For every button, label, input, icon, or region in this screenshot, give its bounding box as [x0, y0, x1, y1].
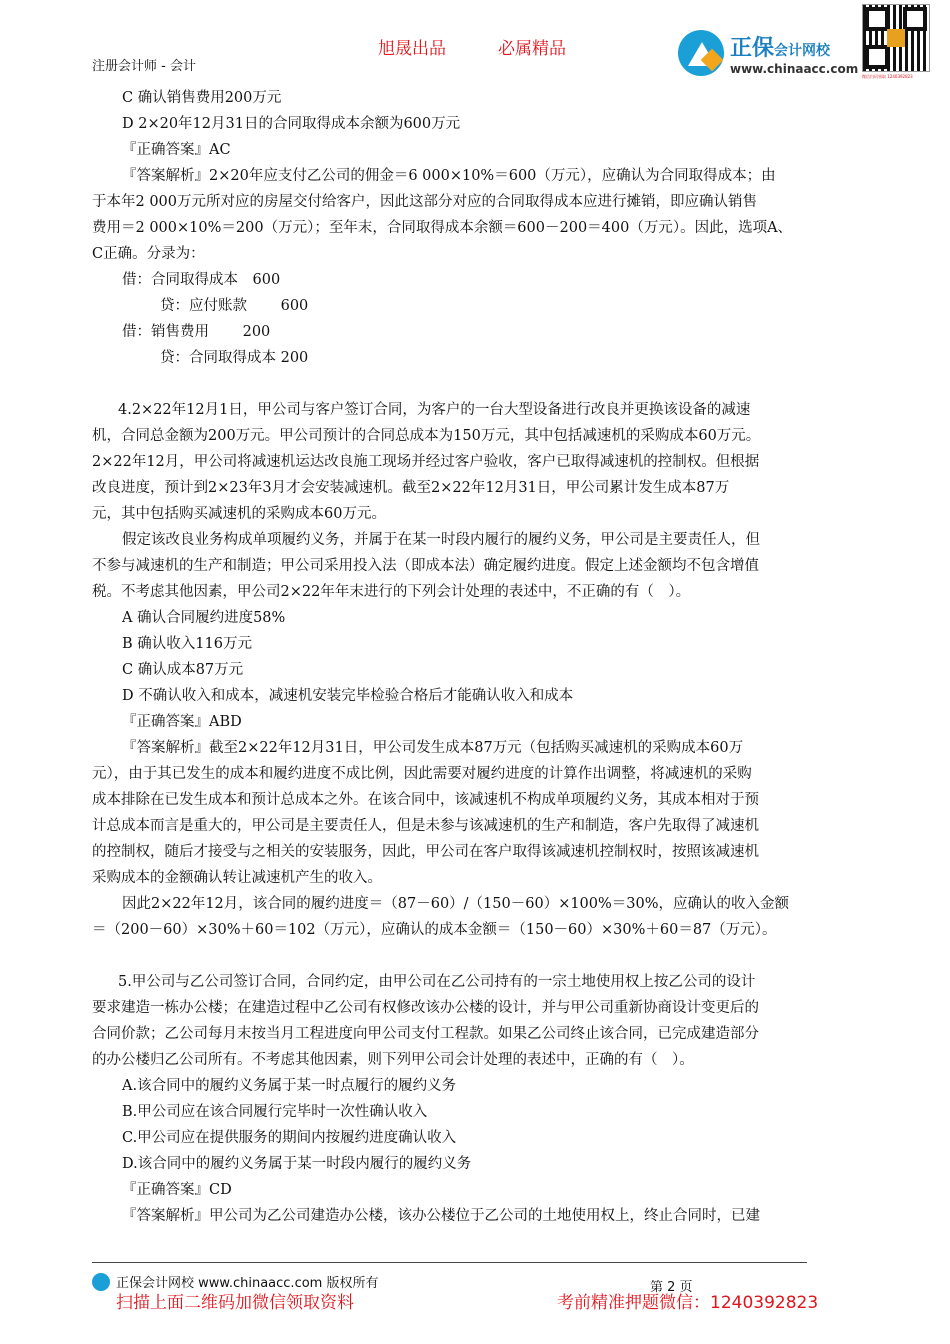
text-line: 的控制权，随后才接受与之相关的安装服务，因此，甲公司在客户取得该减速机控制权时，按照该减速机: [92, 844, 759, 860]
text-line: A.该合同中的履约义务属于某一时点履行的履约义务: [122, 1078, 457, 1094]
text-line: 贷：合同取得成本 200: [160, 350, 309, 366]
qr-caption: 微信扫码领取 1240392823: [862, 74, 913, 79]
text-line: 『正确答案』AC: [122, 142, 231, 158]
text-line: 『答案解析』截至2×22年12月31日，甲公司发生成本87万元（包括购买减速机的采购成本60万: [122, 740, 744, 756]
promo-left: 扫描上面二维码加微信领取资料: [116, 1293, 354, 1313]
chinaacc-logo: [678, 30, 858, 76]
text-line: 计总成本而言是重大的，甲公司是主要责任人，但是未参与该减速机的生产和制造，客户先取得了减速机: [92, 818, 759, 834]
text-line: 借：销售费用 200: [122, 324, 271, 340]
text-line: 『答案解析』2×20年应支付乙公司的佣金＝6 000×10%＝600（万元），应确认为合同取得成本；由: [122, 168, 776, 184]
text-line: 合同价款；乙公司每月末按当月工程进度向甲公司支付工程款。如果乙公司终止该合同，已完成建造部分: [92, 1026, 759, 1042]
logo-sub-text: 会计网校: [774, 42, 831, 59]
qr-code-image: [862, 4, 930, 72]
logo-icon: [678, 30, 724, 76]
text-line: C 确认销售费用200万元: [122, 90, 282, 106]
text-line: 2×22年12月，甲公司将减速机运达改良施工现场并经过客户验收，客户已取得减速机的控制权。但根据: [92, 454, 760, 470]
page-number: 第 2 页: [650, 1280, 693, 1295]
text-line: 采购成本的金额确认转让减速机产生的收入。: [92, 870, 382, 886]
text-line: C.甲公司应在提供服务的期间内按履约进度确认收入: [122, 1130, 457, 1146]
logo-main-text: 正保: [730, 35, 775, 61]
logo-url: www.chinaacc.com: [730, 61, 859, 76]
text-line: 费用＝2 000×10%＝200（万元）；至年末，合同取得成本余额＝600－200＝400（万元）。因此，选项A、: [92, 220, 793, 236]
text-line: 成本排除在已发生成本和预计总成本之外。在该合同中，该减速机不构成单项履约义务，其成本相对于预: [92, 792, 759, 808]
text-line: ＝（200－60）×30%＋60＝102（万元），应确认的成本金额＝（150－60）×30%＋60＝87（万元）。: [92, 922, 777, 938]
text-line: 于本年2 000万元所对应的房屋交付给客户，因此这部分对应的合同取得成本应进行摊销，即应确认销售: [92, 194, 758, 210]
text-line: 要求建造一栋办公楼；在建造过程中乙公司有权修改该办公楼的设计，并与甲公司重新协商设计变更后的: [92, 1000, 759, 1016]
text-line: 不参与减速机的生产和制造；甲公司采用投入法（即成本法）确定履约进度。假定上述金额均不包含增值: [92, 558, 759, 574]
text-line: D 2×20年12月31日的合同取得成本余额为600万元: [122, 116, 461, 132]
footer-divider: [92, 1262, 807, 1263]
text-line: C 确认成本87万元: [122, 662, 244, 678]
text-line: 『正确答案』ABD: [122, 714, 242, 730]
text-line: B 确认收入116万元: [122, 636, 252, 652]
text-line: 元），由于其已发生的成本和履约进度不成比例，因此需要对履约进度的计算作出调整，将减速机的采购: [92, 766, 752, 782]
text-line: 改良进度，预计到2×23年3月才会安装减速机。截至2×22年12月31日，甲公司累计发生成本87万: [92, 480, 730, 496]
text-line: 税。不考虑其他因素，甲公司2×22年年末进行的下列会计处理的表述中，不正确的有（ ）。: [92, 584, 691, 600]
header-slogan-1: 旭晟出品: [378, 39, 446, 59]
text-line: 的办公楼归乙公司所有。不考虑其他因素，则下列甲公司会计处理的表述中，正确的有（ ）。: [92, 1052, 694, 1068]
text-line: 借：合同取得成本 600: [122, 272, 281, 288]
text-line: 5.甲公司与乙公司签订合同，合同约定，由甲公司在乙公司持有的一宗土地使用权上按乙公司的设计: [118, 974, 756, 990]
text-line: C正确。分录为：: [92, 246, 205, 262]
text-line: 『正确答案』CD: [122, 1182, 232, 1198]
text-line: 假定该改良业务构成单项履约义务，并属于在某一时段内履行的履约义务，甲公司是主要责任人，但: [122, 532, 760, 548]
text-line: B.甲公司应在该合同履行完毕时一次性确认收入: [122, 1104, 428, 1120]
text-line: 机，合同总金额为200万元。甲公司预计的合同总成本为150万元，其中包括减速机的采购成本60万元。: [92, 428, 761, 444]
text-line: 因此2×22年12月，该合同的履约进度＝（87－60）/（150－60）×100%＝30%，应确认的收入金额: [122, 896, 790, 912]
text-line: 元，其中包括购买减速机的采购成本60万元。: [92, 506, 386, 522]
text-line: A 确认合同履约进度58%: [122, 610, 286, 626]
header-slogan-2: 必属精品: [498, 39, 566, 59]
qr-code: [862, 4, 928, 90]
text-line: D.该合同中的履约义务属于某一时段内履行的履约义务: [122, 1156, 472, 1172]
text-line: 『答案解析』甲公司为乙公司建造办公楼，该办公楼位于乙公司的土地使用权上，终止合同时，已建: [122, 1208, 760, 1224]
footer-copyright-text: 正保会计网校 www.chinaacc.com 版权所有: [116, 1276, 379, 1291]
text-line: D 不确认收入和成本，减速机安装完毕检验合格后才能确认收入和成本: [122, 688, 574, 704]
footer-logo-icon: [92, 1273, 110, 1291]
text-line: 4.2×22年12月1日，甲公司与客户签订合同，为客户的一台大型设备进行改良并更换该设备的减速: [118, 402, 751, 418]
promo-right: 考前精准押题微信：1240392823: [557, 1293, 819, 1313]
text-line: 贷：应付账款 600: [160, 298, 309, 314]
subject-title: 注册会计师 - 会计: [92, 59, 196, 74]
